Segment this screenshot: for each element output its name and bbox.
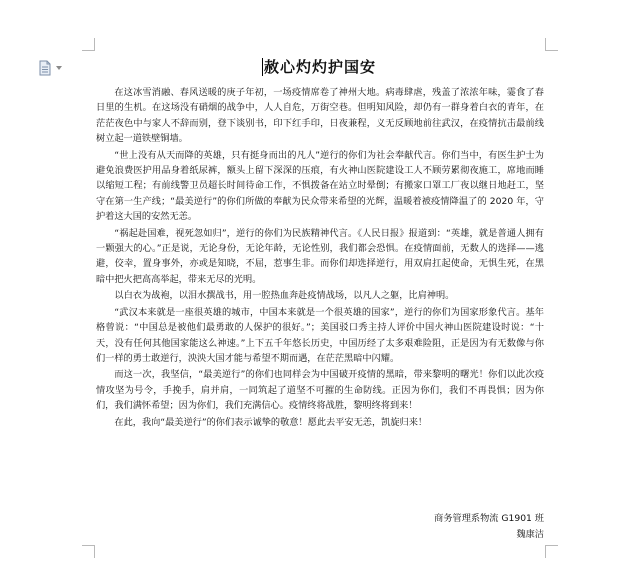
paragraph[interactable]: 在这冰雪消融、春风送暖的庚子年初，一场疫情席卷了神州大地。病毒肆虐，残盖了浓浓年味，霎食了春日里的生机。在这场没有硝烟的战争中，人人自危，万街空巷。但明知风险，却仍有一群身着白衣的青年，在茫茫夜色中与家人不辞而别，登下谈别书，印下红手印，日夜兼程，义无反顾地前往武汉，在疫情抗击最前线树立起一道铁壁铜墙。	[96, 87, 544, 145]
paragraph[interactable]: “武汉本来就是一座很英雄的城市，中国本来就是一个很英雄的国家”，逆行的你们为国家形象代言。基年格曾说：“中国总是被他们最勇敢的人保护的很好。”；美国驳口秀主持人评价中国火神山医院建设时说：“十天，没有任何其他国家能这么神速。”上下五千年悠长历史，中国历经了太多艰难险阻，正是因为有无数像与你们一样的勇士敢逆行，泱泱大国才能与希望不期而遇，在茫茫黑暗中闪耀。	[96, 306, 544, 364]
page-margin-corner-top-left	[82, 38, 95, 51]
paragraph[interactable]: 以白衣为战袍，以泪水撰战书，用一腔热血奔赴疫情战场，以凡人之躯，比肩神明。	[114, 290, 455, 302]
document-body[interactable]	[96, 85, 544, 430]
page-margin-corner-bottom-right	[545, 545, 558, 558]
signature-class[interactable]: 商务管理系物流 G1901 班	[434, 513, 544, 524]
paragraph[interactable]: “祸起赴国难，视死忽如归”，逆行的你们为民族精神代言。《人民日报》报道到：“英雄，就是普通人拥有一颗强大的心。”正是说，无论身份，无论年龄，无论性别，我们都会恐惧。在疫情面前，无数人的选择——逃避，佼幸，置身事外，亦或是知晓，不屈，惹事生非。而你们却选择逆行，用双肩扛起使命，无惧生死，在黑暗中把火把高高举起，带来无尽的光明。	[96, 227, 544, 285]
page-margin-corner-top-right	[545, 38, 558, 51]
paragraph[interactable]: 在此，我向“最美逆行”的你们表示诚挚的敬意！愿此去平安无恙，凯旋归来！	[114, 416, 428, 428]
chevron-down-icon	[56, 66, 62, 70]
paste-options-icon	[38, 60, 52, 76]
paste-options-button[interactable]	[38, 60, 66, 76]
paragraph[interactable]: “世上没有从天而降的英雄，只有挺身而出的凡人”逆行的你们为社会奉献代言。你们当中，有医生护士为避免浪费医护用品身着纸尿裤，额头上留下深深的压痕，有火神山医院建设工人不顾劳累彻夜施工，席地而睡以缩短工程；有前线警卫员超长时间待命工作，不惧拨备在站立时晕倒；有搬家口罩工厂夜以继日地赶工，坚守在第一生产线；“最美逆行”的你们所做的奉献为民众带来希望的光辉，温暖着被疫情降温了的 2020 年，守护着这大国的安然无恙。	[96, 149, 544, 223]
paragraph[interactable]: 而这一次，我坚信，“最美逆行”的你们也同样会为中国破开疫情的黑暗，带来黎明的曙光！你们以此次疫情攻坚为号令，手挽手，肩并肩，一同筑起了道坚不可摧的生命防线。正因为你们，我们不再畏惧；因为你们，我们满怀希望；因为你们，我们充满信心。疫情终将战胜，黎明终将到来！	[96, 369, 544, 412]
document-title[interactable]: 赦心灼灼护国安	[263, 58, 376, 76]
page-margin-corner-bottom-left	[82, 545, 95, 558]
signature-name[interactable]: 魏康洁	[516, 529, 544, 540]
